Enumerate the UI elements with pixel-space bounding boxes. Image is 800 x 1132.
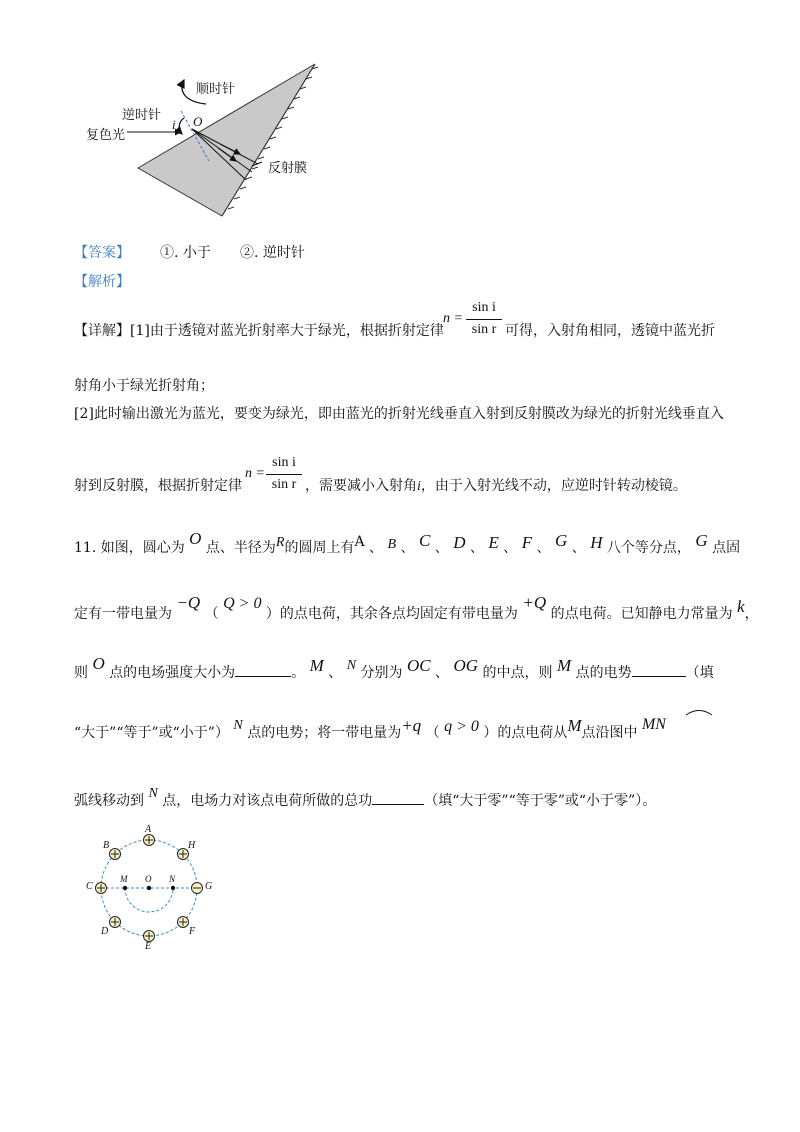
arc-over-MN [684, 708, 714, 716]
formula1-n: n = [443, 311, 463, 326]
circle-label-D: D [101, 926, 109, 937]
q11-text: （填“大于零”“等于零”或“小于零”）。 [424, 793, 657, 809]
math-O: O [92, 654, 105, 673]
circle-label-E: E [145, 941, 152, 952]
detail-p2-before: 射到反射膜，根据折射定律 [74, 478, 242, 494]
q11-sep: 、 [571, 540, 586, 556]
q11-text: 点、半径为 [205, 540, 276, 556]
detail-p1-after: 可得，入射角相同，透镜中蓝光折 [505, 323, 715, 339]
analysis-tag: 【解析】 [74, 274, 130, 290]
q11-sep: 、 [369, 540, 384, 556]
q11-sep: 、 [536, 540, 551, 556]
q11-text: （填 [685, 665, 714, 681]
q11-line4 [74, 716, 666, 742]
detail-p2-line1: [2]此时输出激光为蓝光，要变为绿光，即由蓝光的折射光线垂直入射到反射膜改为绿光的折射光线垂直入 [74, 406, 724, 422]
q11-text: 八个等分点， [606, 540, 691, 556]
circle-label-B: B [103, 840, 110, 851]
q11-text: 弧线移动到 [74, 793, 144, 809]
q11-paren: （ [204, 606, 219, 622]
formula1-bar [466, 319, 502, 320]
charge-circle-figure [82, 818, 222, 958]
formula2-n: n = [245, 466, 265, 481]
q11-text: 点，电场力对该点电荷所做的总功 [162, 793, 373, 809]
q11-text: 的点电荷从 [497, 725, 568, 741]
label-i: i [172, 117, 176, 132]
q11-text: 点的电势；将一带电量为 [247, 725, 402, 741]
math-M: M [567, 716, 582, 735]
q11-sep: 、 [503, 540, 518, 556]
counterclockwise-arrow-icon [179, 118, 184, 134]
q11-comma: ， [744, 606, 759, 622]
formula1-fraction [466, 300, 502, 338]
q11-text: 点固 [712, 540, 741, 556]
formula2-den: sin r [271, 477, 297, 492]
detail-line1 [74, 320, 444, 340]
q11-sep: 、 [469, 540, 484, 556]
math-G: G [555, 531, 568, 550]
q11-text: 定有一带电量为 [74, 606, 172, 622]
math-M: M [309, 656, 324, 675]
math-M: M [556, 656, 572, 675]
blank-2 [632, 676, 686, 677]
circle-label-G: G [205, 881, 213, 892]
blank-3 [372, 804, 424, 805]
q11-text: 点沿图中 [581, 725, 638, 741]
point-O [147, 886, 151, 890]
math-E: E [488, 533, 499, 552]
math-D: D [453, 533, 466, 552]
answer-tag: 【答案】 [74, 245, 130, 261]
math-OG: OG [453, 656, 479, 675]
math-A: A [354, 534, 365, 550]
q11-line5 [74, 786, 657, 810]
arc-MN [125, 888, 173, 912]
math-negQ: −Q [176, 593, 201, 612]
q11-text: 点的电势 [575, 665, 632, 681]
formula1-den: sin r [471, 322, 497, 337]
math-R: R [275, 535, 285, 550]
q11-text: 的点电荷。已知静电力常量为 [550, 606, 733, 622]
q11-text: 11. 如图，圆心为 [74, 540, 185, 556]
math-B: B [387, 537, 397, 552]
label-clockwise: 顺时针 [196, 82, 236, 97]
math-C: C [418, 531, 431, 550]
math-O: O [189, 529, 202, 548]
circle-label-N: N [169, 874, 176, 884]
circle-label-O: O [145, 874, 152, 884]
q11-sep: 、 [434, 540, 449, 556]
detail-p2-i: i [417, 479, 421, 494]
math-Qgt0: Q > 0 [223, 595, 262, 612]
q11-sep: 、 [328, 665, 343, 681]
math-N: N [148, 786, 158, 801]
q11-text: 的中点，则 [482, 665, 553, 681]
detail-p2-end: ，由于入射光线不动，应逆时针转动棱镜。 [420, 478, 687, 494]
detail-p2-after [305, 475, 687, 495]
answer-1: ①. 小于 [160, 245, 211, 261]
point-N [171, 886, 175, 890]
label-light: 复色光 [86, 128, 126, 143]
math-N: N [346, 658, 357, 673]
q11-text: 分别为 [360, 665, 403, 681]
label-film: 反射膜 [268, 161, 308, 176]
math-G: G [695, 531, 708, 550]
q11-period: 。 [291, 665, 306, 681]
math-arcMN: MN [641, 716, 666, 733]
q11-text: 则 [74, 665, 88, 681]
math-posQ: +Q [522, 593, 547, 612]
formula1-num: sin i [472, 300, 496, 315]
detail-p1-line2: 射角小于绿光折射角； [74, 378, 214, 394]
q11-paren: ） [483, 725, 498, 741]
math-N: N [233, 718, 243, 733]
q11-text: 的点电荷，其余各点均固定有带电量为 [279, 606, 518, 622]
answer-2: ②. 逆时针 [240, 245, 305, 261]
q11-line3 [74, 654, 714, 682]
q11-paren: ） [265, 606, 280, 622]
math-posq: +q [401, 716, 422, 735]
math-H: H [590, 533, 603, 552]
detail-p2-after-text: ，需要减小入射角 [305, 478, 417, 494]
math-OC: OC [406, 656, 431, 675]
math-k: k [737, 597, 745, 616]
q11-line1 [74, 529, 741, 557]
circle-label-C: C [86, 881, 93, 892]
label-counterclockwise: 逆时针 [122, 108, 162, 123]
formula2-bar [266, 474, 302, 475]
formula2-fraction [266, 455, 302, 493]
q11-text: “大于”“等于”或“小于”） [74, 725, 229, 741]
circle-label-M: M [120, 874, 128, 884]
blank-1 [235, 676, 291, 677]
q11-sep: 、 [435, 665, 450, 681]
label-O: O [193, 114, 203, 129]
detail-p1-before: [1]由于透镜对蓝光折射率大于绿光，根据折射定律 [130, 323, 444, 339]
circle-label-H: H [188, 840, 196, 851]
math-qgt0: q > 0 [444, 718, 479, 735]
math-F: F [521, 533, 533, 552]
detail-tag: 【详解】 [74, 323, 130, 339]
q11-paren: （ [425, 725, 440, 741]
point-M [123, 886, 127, 890]
q11-sep: 、 [400, 540, 415, 556]
circle-label-A: A [145, 824, 152, 835]
circle-label-F: F [189, 926, 196, 937]
formula2-num: sin i [272, 455, 296, 470]
q11-line2 [74, 593, 759, 623]
q11-text: 的圆周上有 [284, 540, 355, 556]
q11-text: 点的电场强度大小为 [109, 665, 236, 681]
